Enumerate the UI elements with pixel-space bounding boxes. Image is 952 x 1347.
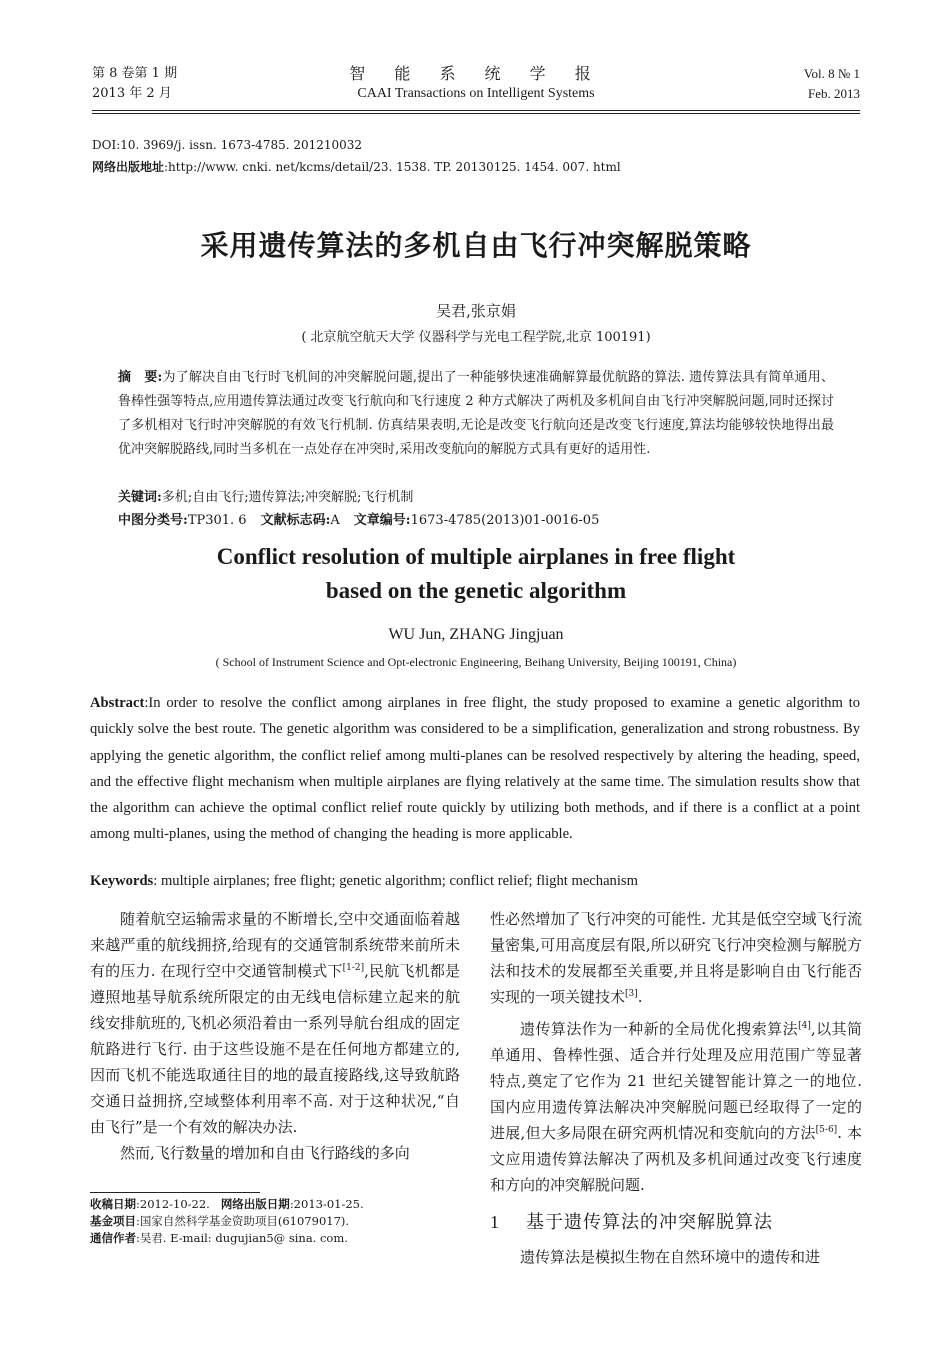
citation-ref: [4] (798, 1021, 811, 1031)
abstract-cn (118, 366, 834, 462)
cls-value: TP301. 6 (187, 513, 247, 528)
body-paragraph (490, 906, 862, 1010)
keywords-cn-text: 多机;自由飞行;遗传算法;冲突解脱;飞行机制 (161, 490, 414, 505)
keywords-cn-label: 关键词: (118, 490, 162, 505)
footnote-fund (90, 1213, 470, 1230)
footnotes (90, 1196, 470, 1247)
corresponding-author-value: :吴君. E-mail: dugujian5@ sina. com. (136, 1231, 348, 1245)
abstract-cn-label: 摘 要: (118, 370, 163, 385)
header-right (804, 64, 860, 104)
doi-label: DOI (92, 138, 117, 152)
keywords-en-text: : multiple airplanes; free flight; genetic algorithm; conflict relief; flight mechanism (153, 873, 638, 889)
fund-label: 基金项目 (90, 1214, 136, 1228)
authors-en: WU Jun, ZHANG Jingjuan (388, 626, 564, 643)
online-address-value[interactable]: :http://www. cnki. net/kcms/detail/23. 1538. TP. 20130125. 1454. 007. html (164, 160, 621, 174)
date-en: Feb. 2013 (808, 86, 860, 101)
journal-title-cn: 智 能 系 统 学 报 (349, 64, 603, 83)
abstract-en-text: :In order to resolve the conflict among airplanes in free flight, the study proposed to examine a genetic algorithm to quickly solve the best route. The genetic algorithm was considered to be a simplification, generalization and strong robustness. By applying the genetic algorithm, the conflict relief among multi-planes can be resolved respectively by altering the heading, speed, and the effective flight mechanism when multiple airplanes are flying relatively at the same time. The simulation results show that the algorithm can achieve the optimal conflict relief route quickly by utilizing both methods, and if there is a conflict at a point among multi-planes, using the method of changing the heading is more applicable. (90, 695, 860, 843)
fund-value: :国家自然科学基金资助项目(61079017). (136, 1214, 350, 1228)
doi-line (92, 134, 621, 156)
body-paragraph (490, 1016, 862, 1198)
body-paragraph: 然而,飞行数量的增加和自由飞行路线的多向 (120, 1144, 410, 1162)
header-rule-thin (92, 113, 860, 114)
footnote-author (90, 1230, 470, 1247)
footnote-rule (90, 1192, 260, 1193)
body-text: ,以其简单通用、鲁棒性强、适合并行处理及应用范围广等显著特点,奠定了它作为 21 世纪关键智能计算之一的地位. 国内应用遗传算法解决冲突解脱问题已经取得了一定的进展,但大多局限在研究两机情况和变航向的方法 (490, 1020, 862, 1142)
online-date-label: 网络出版日期 (220, 1197, 290, 1211)
keywords-en-label: Keywords (90, 873, 154, 889)
body-column-right (490, 906, 862, 1198)
article-no-value: 1673-4785(2013)01-0016-05 (410, 513, 600, 528)
received-label: 收稿日期 (90, 1197, 136, 1211)
doi-block (92, 134, 621, 178)
received-value: :2012-10-22. (136, 1197, 210, 1211)
journal-title-en: CAAI Transactions on Intelligent Systems (357, 86, 595, 101)
online-address-line (92, 156, 621, 178)
body-text: 遗传算法作为一种新的全局优化搜索算法 (520, 1020, 799, 1038)
body-paragraph (90, 906, 460, 1140)
doi-value: :10. 3969/j. issn. 1673-4785. 201210032 (116, 138, 363, 152)
doc-code-label: 文献标志码: (260, 513, 331, 528)
paper-title-en-line1: Conflict resolution of multiple airplanes in free flight (216, 544, 736, 569)
body-text: . 本文应用遗传算法解决了两机及多机间通过改变飞行速度和方向的冲突解脱问题. (490, 1124, 862, 1194)
online-date-value: :2013-01-25. (289, 1197, 364, 1211)
abstract-en-label: Abstract (90, 695, 145, 711)
date-cn: 2013 年 2 月 (92, 86, 172, 101)
abstract-en (90, 690, 860, 848)
abstract-cn-text: 为了解决自由飞行时飞机间的冲突解脱问题,提出了一种能够快速准确解算最优航路的算法. 遗传算法具有简单通用、鲁棒性强等特点,应用遗传算法通过改变飞行航向和飞行速度 2 种方式解决了两机及多机间自由飞行冲突解脱问题,同时还探讨了多机相对飞行时冲突解脱的有效飞行机制. 仿真结果表明,无论是改变飞行航向还是改变飞行速度,算法均能够较快地得出最优冲突解脱路线,同时当多机在一点处存在冲突时,采用改变航向的解脱方式具有更好的适用性. (118, 370, 834, 457)
section-first-line: 遗传算法是模拟生物在自然环境中的遗传和进 (520, 1248, 821, 1266)
header-rule (92, 110, 860, 111)
volume-cn: 第 8 卷第 1 期 (92, 66, 178, 81)
affiliation-en: ( School of Instrument Science and Opt-electronic Engineering, Beihang University, Beijing 100191, China) (215, 655, 737, 669)
citation-ref: [5-6] (815, 1125, 838, 1135)
section-heading (490, 1208, 773, 1234)
footnote-received (90, 1196, 470, 1213)
body-text: ,民航飞机都是遵照地基导航系统所限定的由无线电信标建立起来的航线安排航班的,飞机必须沿着由一系列导航台组成的固定航路进行飞行. 由于这些设施不是在任何地方都建立的,因而飞机不能选取通往目的地的最直接路线,这导致航路交通日益拥挤,空域整体利用率不高. 对于这种状况,“自由飞行”是一个有效的解决办法. (90, 962, 460, 1136)
classification-cn (118, 509, 834, 533)
paper-title-en-line2: based on the genetic algorithm (325, 578, 627, 603)
body-text: 随着航空运输需求量的不断增长,空中交通面临着越来越严重的航线拥挤,给现有的交通管制系统带来前所未有的压力. 在现行空中交通管制模式下 (90, 910, 460, 980)
body-text: 性必然增加了飞行冲突的可能性. 尤其是低空空域飞行流量密集,可用高度层有限,所以研究飞行冲突检测与解脱方法和技术的发展都至关重要,并且将是影响自由飞行能否实现的一项关键技术 (490, 910, 862, 1006)
keywords-cn (118, 486, 834, 510)
section-title: 基于遗传算法的冲突解脱算法 (526, 1212, 773, 1233)
article-no-label: 文章编号: (353, 513, 411, 528)
citation-ref: [1-2] (342, 963, 365, 973)
online-address-label: 网络出版地址 (92, 160, 165, 174)
keywords-en (90, 870, 860, 892)
corresponding-author-label: 通信作者 (90, 1231, 136, 1245)
affiliation-cn: ( 北京航空航天大学 仪器科学与光电工程学院,北京 100191) (301, 330, 651, 345)
doc-code-value: A (330, 513, 340, 528)
paper-title-en (0, 540, 952, 608)
volume-en: Vol. 8 № 1 (803, 66, 860, 81)
section-number: 1 (490, 1212, 500, 1232)
authors-cn: 吴君,张京娟 (436, 302, 516, 320)
citation-ref: [3] (625, 989, 638, 999)
body-column-left (90, 906, 460, 1166)
cls-label: 中图分类号: (118, 513, 188, 528)
paper-title-cn: 采用遗传算法的多机自由飞行冲突解脱策略 (200, 229, 752, 262)
body-text: . (637, 988, 643, 1006)
